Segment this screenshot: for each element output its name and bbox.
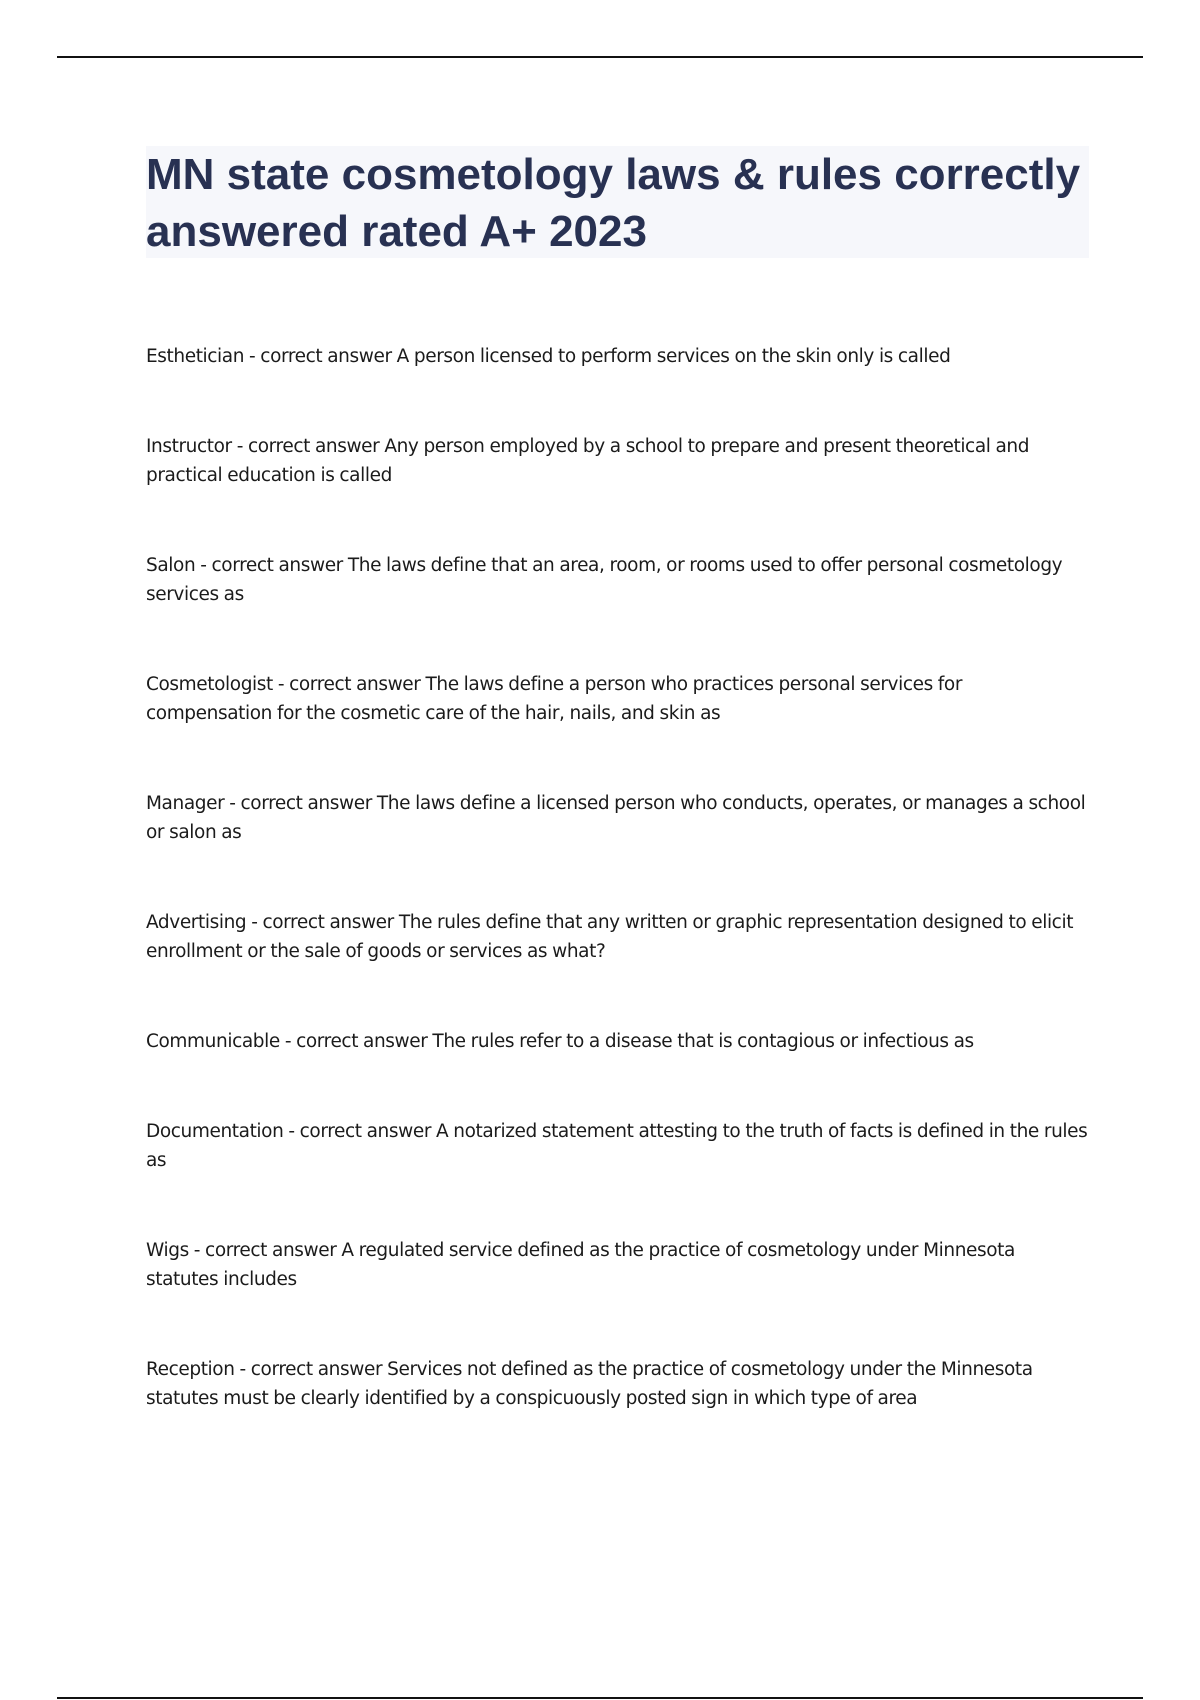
document-title: MN state cosmetology laws & rules correctly answered rated A+ 2023: [146, 150, 1081, 256]
qa-item-esthetician: Esthetician - correct answer A person licensed to perform services on the skin only is called: [146, 346, 951, 367]
qa-item-cosmetologist: Cosmetologist - correct answer The laws define a person who practices personal services for compensation for the cosmetic care of the hair, nails, and skin as: [146, 674, 963, 724]
qa-item-documentation: Documentation - correct answer A notarized statement attesting to the truth of facts is defined in the rules as: [146, 1121, 1088, 1171]
qa-item-manager: Manager - correct answer The laws define a licensed person who conducts, operates, or manages a school or salon as: [146, 793, 1086, 843]
qa-item-reception: Reception - correct answer Services not defined as the practice of cosmetology under the Minnesota statutes must be clearly identified by a conspicuously posted sign in which type of area: [146, 1359, 1033, 1409]
qa-item-wigs: Wigs - correct answer A regulated service defined as the practice of cosmetology under Minnesota statutes includes: [146, 1240, 1015, 1290]
top-rule: [57, 56, 1143, 58]
qa-item-instructor: Instructor - correct answer Any person employed by a school to prepare and present theoretical and practical education is called: [146, 436, 1030, 486]
qa-list: [146, 342, 1091, 1474]
qa-item-advertising: Advertising - correct answer The rules define that any written or graphic representation designed to elicit enrollment or the sale of goods or services as what?: [146, 912, 1074, 962]
qa-item-communicable: Communicable - correct answer The rules refer to a disease that is contagious or infectious as: [146, 1031, 974, 1052]
title-block: [146, 146, 1089, 258]
bottom-rule: [57, 1697, 1143, 1699]
qa-item-salon: Salon - correct answer The laws define that an area, room, or rooms used to offer personal cosmetology services as: [146, 555, 1063, 605]
